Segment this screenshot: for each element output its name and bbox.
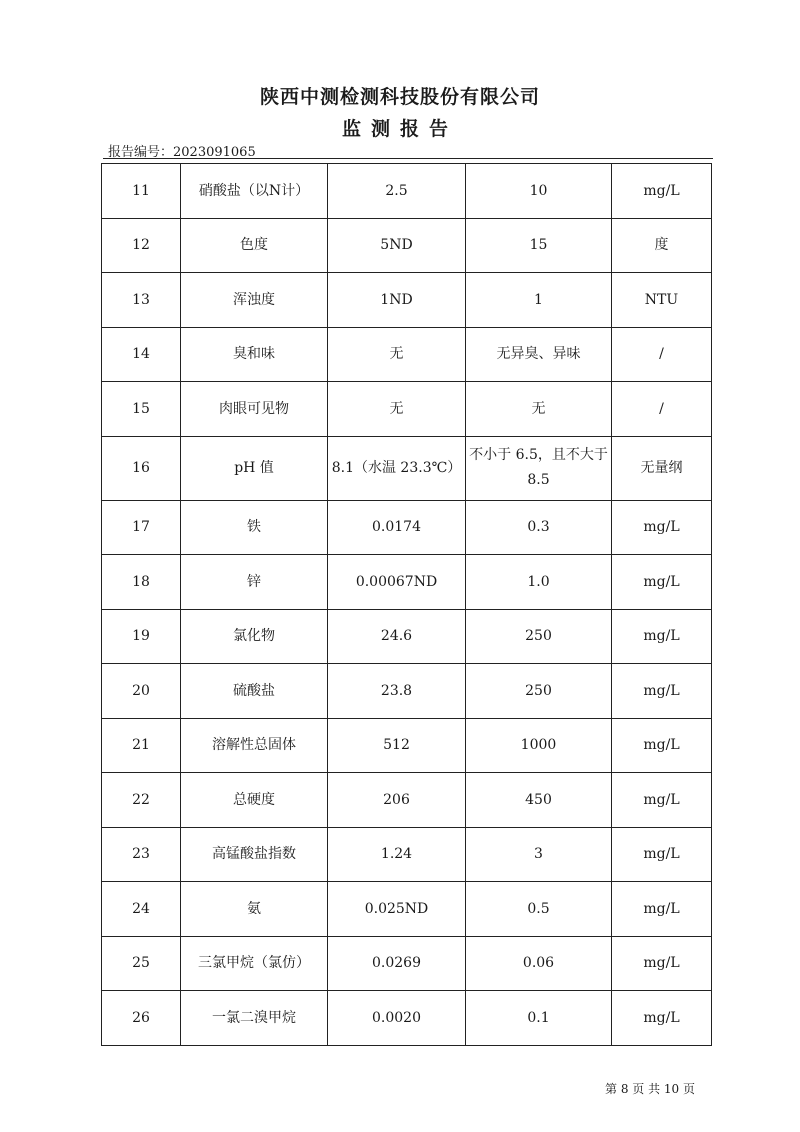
table-row xyxy=(102,827,712,882)
unit: mg/L xyxy=(612,500,712,555)
test-result: 无 xyxy=(328,327,466,382)
test-item: 高锰酸盐指数 xyxy=(181,827,328,882)
test-result: 8.1（水温 23.3℃） xyxy=(328,436,466,500)
table-row xyxy=(102,882,712,937)
test-item: 硝酸盐（以N计） xyxy=(181,164,328,219)
unit: mg/L xyxy=(612,609,712,664)
test-result: 206 xyxy=(328,773,466,828)
row-number: 12 xyxy=(102,218,181,273)
row-number: 24 xyxy=(102,882,181,937)
report-title: 监测报告 xyxy=(341,118,458,140)
test-item: 总硬度 xyxy=(181,773,328,828)
test-item: 肉眼可见物 xyxy=(181,382,328,437)
test-item: pH 值 xyxy=(181,436,328,500)
table-row xyxy=(102,327,712,382)
row-number: 23 xyxy=(102,827,181,882)
row-number: 26 xyxy=(102,991,181,1046)
limit-value: 0.5 xyxy=(466,882,612,937)
limit-value: 250 xyxy=(466,609,612,664)
table-row xyxy=(102,273,712,328)
table-row xyxy=(102,500,712,555)
table-row xyxy=(102,991,712,1046)
test-item: 氯化物 xyxy=(181,609,328,664)
limit-value: 3 xyxy=(466,827,612,882)
limit-value: 1.0 xyxy=(466,555,612,610)
test-result: 1.24 xyxy=(328,827,466,882)
row-number: 18 xyxy=(102,555,181,610)
table-row xyxy=(102,555,712,610)
table-row xyxy=(102,773,712,828)
limit-value: 无异臭、异味 xyxy=(466,327,612,382)
unit: mg/L xyxy=(612,164,712,219)
test-result: 0.025ND xyxy=(328,882,466,937)
test-item: 锌 xyxy=(181,555,328,610)
header-divider xyxy=(103,158,713,159)
test-result: 23.8 xyxy=(328,664,466,719)
unit: mg/L xyxy=(612,827,712,882)
test-result: 1ND xyxy=(328,273,466,328)
unit: mg/L xyxy=(612,555,712,610)
test-result: 24.6 xyxy=(328,609,466,664)
results-table xyxy=(101,163,712,1046)
limit-value: 无 xyxy=(466,382,612,437)
company-name: 陕西中测检测科技股份有限公司 xyxy=(259,86,540,108)
test-item: 三氯甲烷（氯仿） xyxy=(181,936,328,991)
test-result: 2.5 xyxy=(328,164,466,219)
row-number: 20 xyxy=(102,664,181,719)
limit-value: 0.3 xyxy=(466,500,612,555)
row-number: 22 xyxy=(102,773,181,828)
table-row xyxy=(102,436,712,500)
test-item: 一氯二溴甲烷 xyxy=(181,991,328,1046)
limit-value: 15 xyxy=(466,218,612,273)
test-item: 铁 xyxy=(181,500,328,555)
limit-value: 250 xyxy=(466,664,612,719)
unit: mg/L xyxy=(612,664,712,719)
row-number: 19 xyxy=(102,609,181,664)
report-number: 报告编号：2023091065 xyxy=(108,145,256,160)
row-number: 14 xyxy=(102,327,181,382)
unit: mg/L xyxy=(612,991,712,1046)
table-row xyxy=(102,164,712,219)
test-item: 色度 xyxy=(181,218,328,273)
test-result: 0.0174 xyxy=(328,500,466,555)
test-result: 0.0020 xyxy=(328,991,466,1046)
limit-value: 0.06 xyxy=(466,936,612,991)
test-item: 臭和味 xyxy=(181,327,328,382)
row-number: 16 xyxy=(102,436,181,500)
row-number: 25 xyxy=(102,936,181,991)
table-row xyxy=(102,936,712,991)
unit: / xyxy=(612,382,712,437)
table-row xyxy=(102,609,712,664)
table-row xyxy=(102,664,712,719)
test-result: 512 xyxy=(328,718,466,773)
table-row xyxy=(102,718,712,773)
unit: / xyxy=(612,327,712,382)
unit: mg/L xyxy=(612,718,712,773)
test-item: 硫酸盐 xyxy=(181,664,328,719)
unit: mg/L xyxy=(612,882,712,937)
row-number: 11 xyxy=(102,164,181,219)
limit-value: 0.1 xyxy=(466,991,612,1046)
table-row xyxy=(102,218,712,273)
test-result: 0.00067ND xyxy=(328,555,466,610)
test-result: 5ND xyxy=(328,218,466,273)
row-number: 15 xyxy=(102,382,181,437)
unit: 度 xyxy=(612,218,712,273)
limit-value: 450 xyxy=(466,773,612,828)
unit: mg/L xyxy=(612,773,712,828)
row-number: 17 xyxy=(102,500,181,555)
unit: NTU xyxy=(612,273,712,328)
unit: mg/L xyxy=(612,936,712,991)
limit-value: 1000 xyxy=(466,718,612,773)
limit-value: 不小于 6.5，且不大于 8.5 xyxy=(466,436,612,500)
table-row xyxy=(102,382,712,437)
row-number: 13 xyxy=(102,273,181,328)
limit-value: 1 xyxy=(466,273,612,328)
test-item: 溶解性总固体 xyxy=(181,718,328,773)
unit: 无量纲 xyxy=(612,436,712,500)
test-item: 浑浊度 xyxy=(181,273,328,328)
page-number: 第 8 页 共 10 页 xyxy=(605,1082,695,1096)
row-number: 21 xyxy=(102,718,181,773)
limit-value: 10 xyxy=(466,164,612,219)
test-item: 氨 xyxy=(181,882,328,937)
test-result: 0.0269 xyxy=(328,936,466,991)
test-result: 无 xyxy=(328,382,466,437)
